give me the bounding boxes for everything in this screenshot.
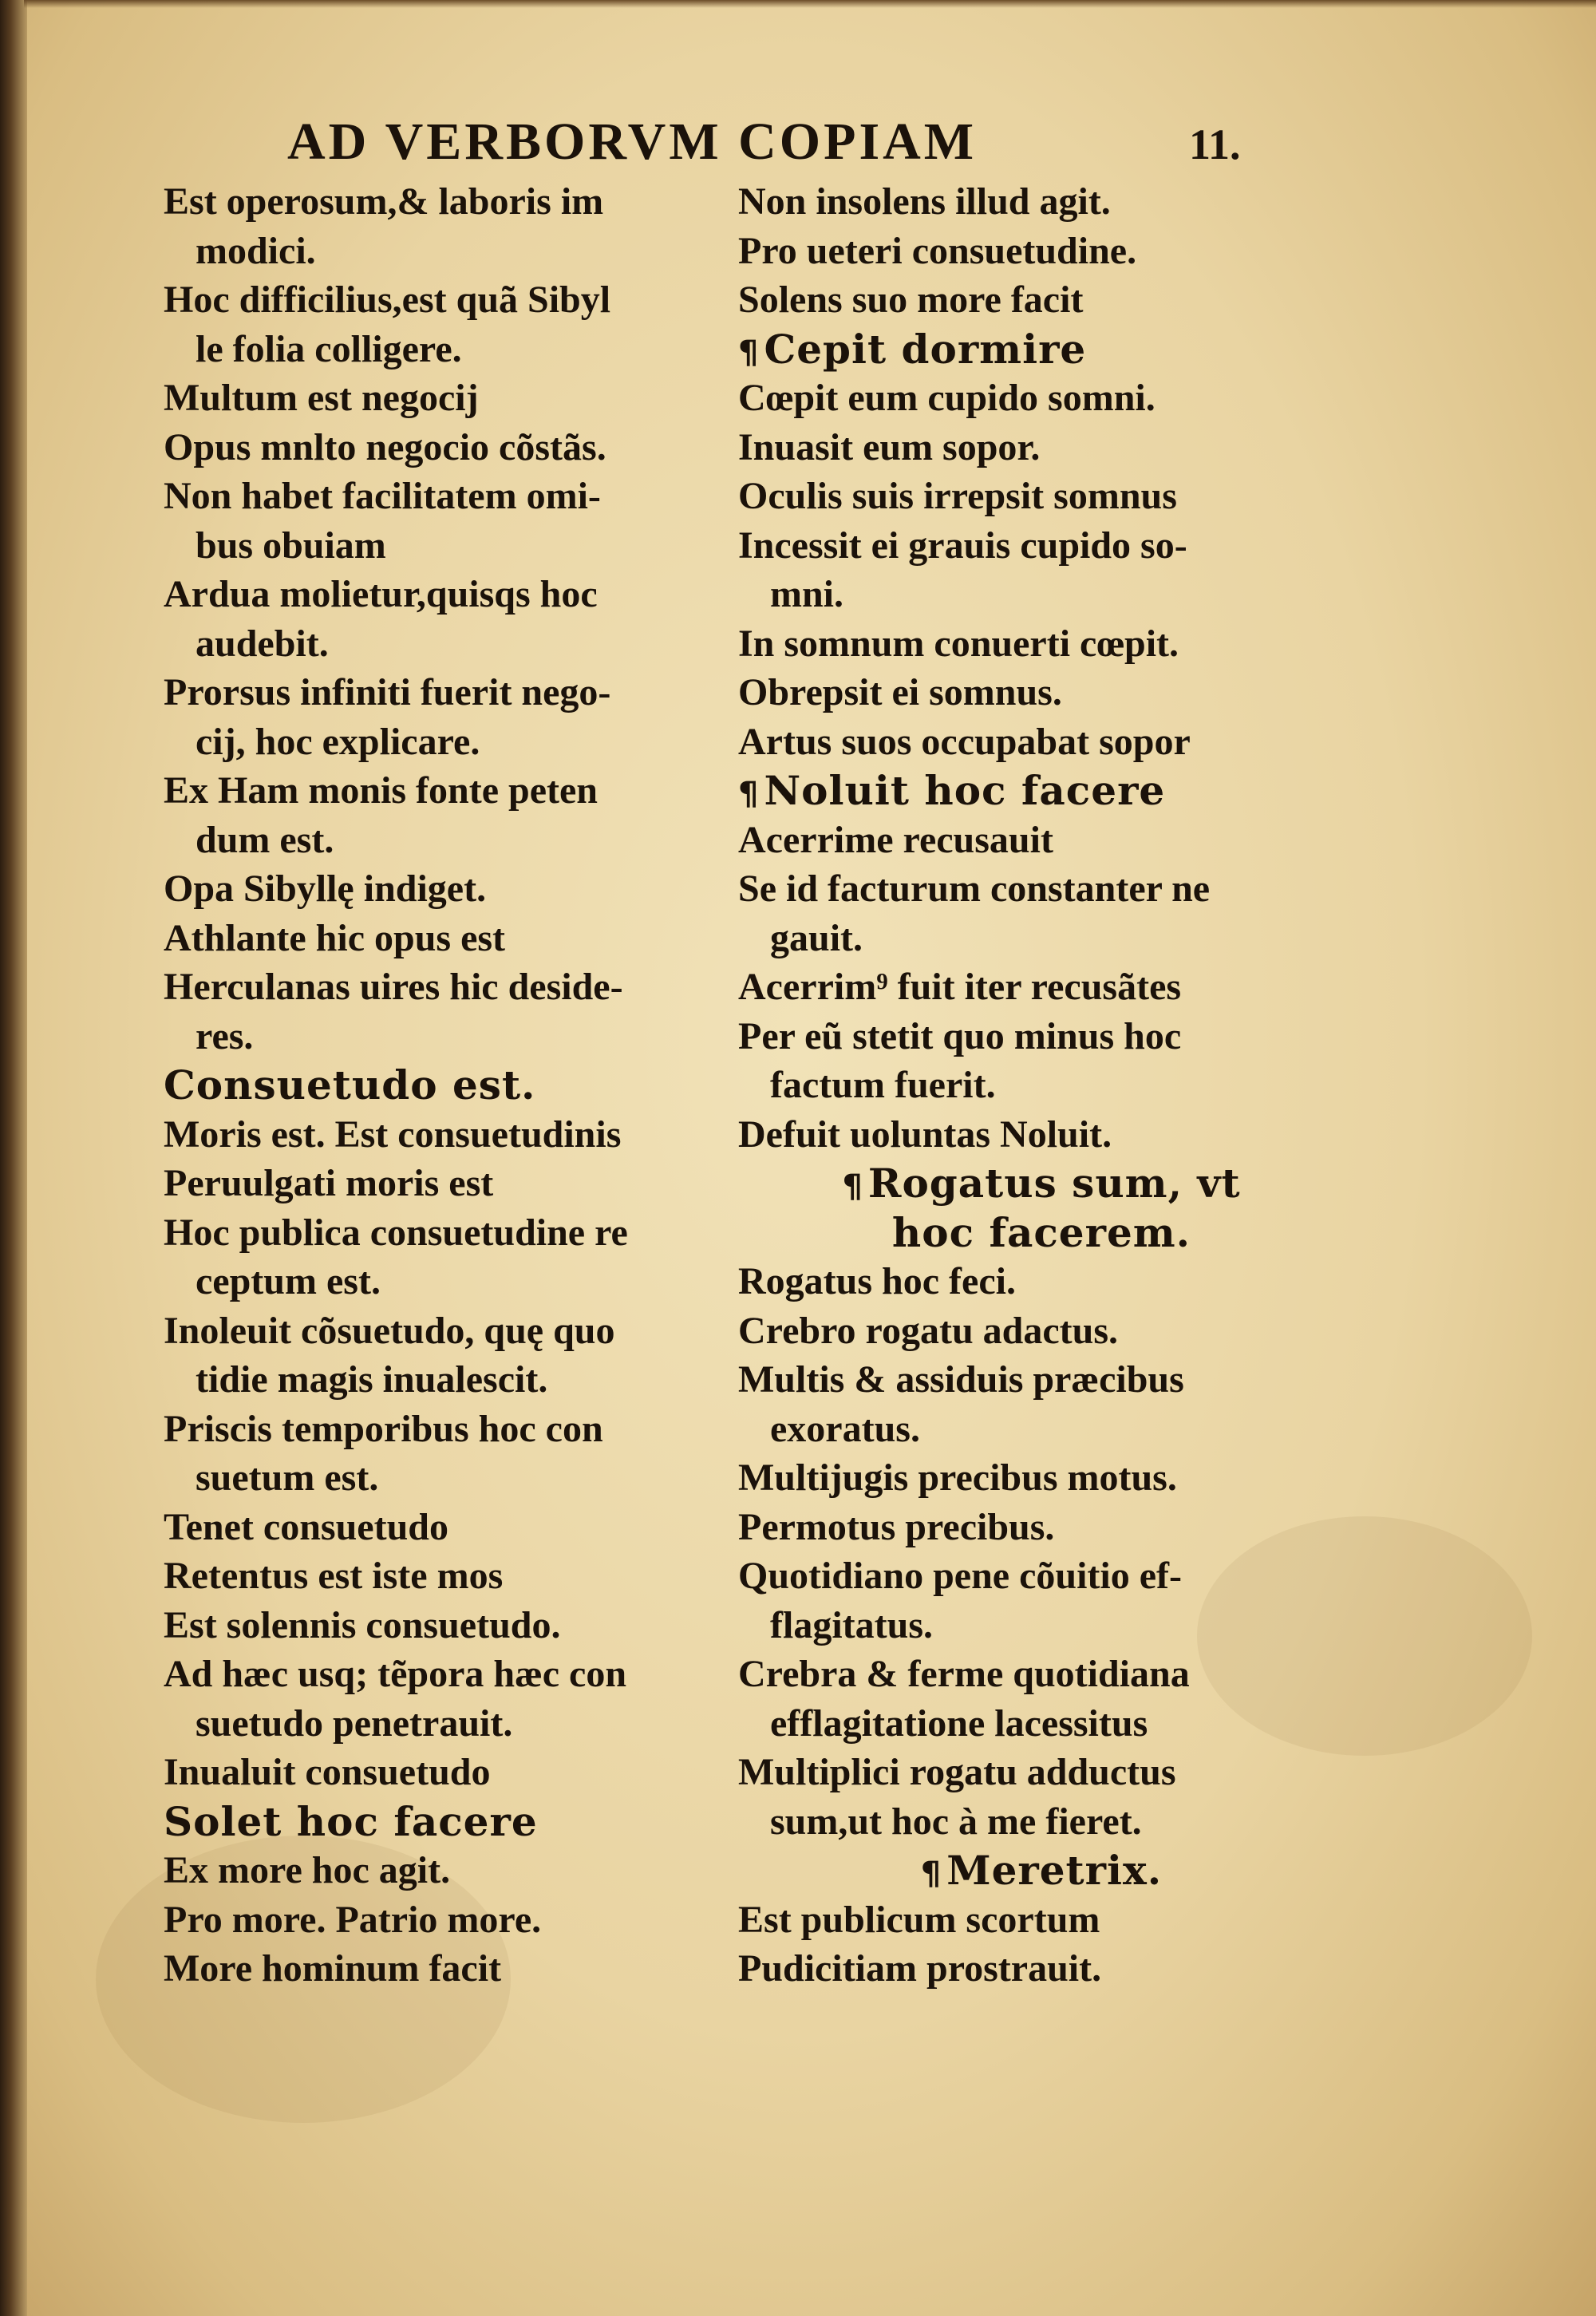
line-text: Pro more. Patrio more. — [164, 1898, 542, 1941]
line-text: Crebra & ferme quotidiana — [738, 1653, 1190, 1695]
section-heading — [738, 766, 1345, 816]
text-line — [164, 227, 758, 276]
text-line — [738, 1012, 1345, 1061]
line-text: Solet hoc facere — [164, 1797, 538, 1845]
running-title: AD VERBORVM COPIAM — [287, 113, 978, 171]
line-text: Inuasit eum sopor. — [738, 425, 1041, 468]
folio-number: 11. — [1189, 121, 1241, 168]
pilcrow-icon: ¶ — [738, 334, 760, 371]
text-line — [738, 619, 1345, 669]
line-text: suetudo penetrauit. — [196, 1701, 513, 1745]
line-text: Multis & assiduis præcibus — [738, 1358, 1184, 1401]
text-line — [164, 816, 758, 865]
text-line — [164, 1748, 758, 1797]
line-text: Artus suos occupabat sopor — [738, 720, 1191, 763]
text-line — [738, 1405, 1345, 1454]
line-text: Se id facturum constanter ne — [738, 868, 1211, 910]
line-text: Priscis temporibus hoc con — [164, 1407, 603, 1450]
line-text: factum fuerit. — [770, 1064, 996, 1106]
line-text: modici. — [196, 229, 316, 272]
text-line — [164, 962, 758, 1012]
text-line — [738, 227, 1345, 276]
section-heading — [164, 1061, 758, 1110]
text-line — [738, 177, 1345, 227]
line-text: Est operosum,& laboris im — [164, 180, 604, 223]
line-text: Consuetudo est. — [164, 1061, 536, 1109]
line-text: Pudicitiam prostrauit. — [738, 1947, 1102, 1990]
line-text: Peruulgati moris est — [164, 1162, 494, 1204]
text-line — [738, 423, 1345, 472]
line-text: mni. — [770, 573, 844, 615]
text-line — [738, 1797, 1345, 1847]
line-text: Ardua molietur,quisqs hoc — [164, 573, 598, 615]
text-line — [738, 914, 1345, 963]
line-text: Multum est negocij — [164, 377, 479, 419]
text-line — [164, 177, 758, 227]
text-line — [738, 1355, 1345, 1405]
line-text: Cepit dormire — [764, 325, 1087, 373]
text-line — [738, 373, 1345, 423]
text-line — [738, 1748, 1345, 1797]
right-text-column — [738, 177, 1345, 1994]
text-line — [164, 1601, 758, 1650]
text-line — [738, 1257, 1345, 1306]
text-line — [164, 472, 758, 521]
text-line — [164, 1405, 758, 1454]
line-text: Defuit uoluntas Noluit. — [738, 1113, 1112, 1156]
text-line — [164, 1551, 758, 1601]
line-text: Pro ueteri consuetudine. — [738, 229, 1137, 272]
text-line — [164, 864, 758, 914]
text-line — [738, 816, 1345, 865]
text-line — [738, 275, 1345, 325]
line-text: Ad hæc usq; tẽpora hæc con — [164, 1653, 627, 1695]
book-spine-shadow — [0, 0, 27, 2316]
section-heading — [738, 1208, 1345, 1258]
line-text: Rogatus hoc feci. — [738, 1260, 1016, 1302]
text-line — [164, 275, 758, 325]
line-text: Rogatus sum, vt — [867, 1160, 1241, 1207]
line-text: Quotidiano pene cõuitio ef- — [738, 1555, 1183, 1597]
line-text: res. — [196, 1014, 254, 1057]
text-line — [738, 717, 1345, 767]
line-text: Acerrim⁹ fuit iter recusãtes — [738, 966, 1182, 1008]
text-line — [738, 1306, 1345, 1356]
text-line — [738, 472, 1345, 521]
line-text: Permotus precibus. — [738, 1505, 1055, 1548]
line-text: efflagitatione lacessitus — [770, 1701, 1148, 1745]
line-text: Inoleuit cõsuetudo, quę quo — [164, 1309, 615, 1352]
text-line — [164, 521, 758, 571]
line-text: tidie magis inualescit. — [196, 1358, 548, 1401]
text-line — [738, 1944, 1345, 1994]
pilcrow-icon: ¶ — [920, 1856, 942, 1892]
text-line — [738, 1551, 1345, 1601]
line-text: Acerrime recusauit — [738, 818, 1053, 861]
text-line — [164, 1895, 758, 1945]
text-line — [164, 1208, 758, 1258]
pilcrow-icon: ¶ — [738, 776, 760, 812]
line-text: Solens suo more facit — [738, 279, 1084, 321]
line-text: Inualuit consuetudo — [164, 1751, 491, 1793]
section-heading — [164, 1797, 758, 1847]
line-text: Herculanas uires hic deside- — [164, 966, 623, 1008]
line-text: Ex Ham monis fonte peten — [164, 769, 598, 812]
text-line — [738, 521, 1345, 571]
text-line — [164, 1355, 758, 1405]
line-text: Prorsus infiniti fuerit nego- — [164, 671, 611, 713]
line-text: In somnum conuerti cœpit. — [738, 622, 1179, 665]
text-line — [164, 668, 758, 717]
line-text: Est publicum scortum — [738, 1898, 1100, 1941]
top-edge-shadow — [24, 0, 1596, 8]
line-text: Noluit hoc facere — [764, 767, 1166, 814]
line-text: Est solennis consuetudo. — [164, 1603, 561, 1646]
line-text: Ex more hoc agit. — [164, 1849, 451, 1891]
text-line — [164, 1012, 758, 1061]
line-text: Hoc publica consuetudine re — [164, 1211, 628, 1254]
pilcrow-icon: ¶ — [842, 1168, 863, 1205]
section-heading — [738, 1159, 1345, 1208]
line-text: More hominum facit — [164, 1947, 502, 1990]
line-text: Crebro rogatu adactus. — [738, 1309, 1119, 1352]
text-line — [738, 1110, 1345, 1160]
line-text: Incessit ei grauis cupido so- — [738, 524, 1187, 567]
text-line — [738, 1453, 1345, 1503]
text-line — [164, 1846, 758, 1895]
line-text: Tenet consuetudo — [164, 1505, 448, 1548]
text-line — [164, 1306, 758, 1356]
line-text: sum,ut hoc à me fieret. — [770, 1800, 1142, 1843]
text-line — [164, 717, 758, 767]
line-text: Meretrix. — [946, 1847, 1163, 1894]
line-text: gauit. — [770, 916, 863, 959]
text-line — [738, 668, 1345, 717]
line-text: hoc facerem. — [891, 1208, 1191, 1256]
text-line — [164, 1650, 758, 1699]
text-line — [738, 1503, 1345, 1552]
line-text: le folia colligere. — [196, 327, 462, 370]
line-text: exoratus. — [770, 1407, 920, 1450]
text-line — [738, 1699, 1345, 1749]
text-line — [738, 570, 1345, 619]
left-text-column — [164, 177, 758, 1994]
text-line — [738, 962, 1345, 1012]
text-line — [164, 325, 758, 374]
text-line — [738, 864, 1345, 914]
line-text: Opus mnlto negocio cõstãs. — [164, 425, 606, 468]
line-text: Non habet facilitatem omi- — [164, 475, 601, 517]
text-line — [738, 1601, 1345, 1650]
line-text: Obrepsit ei somnus. — [738, 671, 1062, 713]
text-line — [164, 373, 758, 423]
text-line — [164, 1503, 758, 1552]
text-line — [164, 619, 758, 669]
text-line — [738, 1895, 1345, 1945]
line-text: Opa Sibyllę indiget. — [164, 868, 487, 910]
section-heading — [738, 325, 1345, 374]
text-line — [164, 766, 758, 816]
line-text: Oculis suis irrepsit somnus — [738, 475, 1177, 517]
text-line — [164, 1453, 758, 1503]
line-text: suetum est. — [196, 1456, 379, 1499]
line-text: cij, hoc explicare. — [196, 720, 480, 763]
text-line — [738, 1061, 1345, 1110]
line-text: Cœpit eum cupido somni. — [738, 377, 1156, 419]
line-text: Retentus est iste mos — [164, 1555, 504, 1597]
line-text: Moris est. Est consuetudinis — [164, 1113, 622, 1156]
text-line — [164, 1110, 758, 1160]
text-line — [738, 1650, 1345, 1699]
line-text: Hoc difficilius,est quã Sibyl — [164, 279, 611, 321]
line-text: Per eũ stetit quo minus hoc — [738, 1014, 1182, 1057]
text-line — [164, 423, 758, 472]
line-text: dum est. — [196, 818, 334, 861]
line-text: audebit. — [196, 622, 329, 665]
line-text: Multiplici rogatu adductus — [738, 1751, 1176, 1793]
text-line — [164, 1257, 758, 1306]
text-line — [164, 570, 758, 619]
line-text: Non insolens illud agit. — [738, 180, 1111, 223]
text-line — [164, 1159, 758, 1208]
line-text: bus obuiam — [196, 524, 386, 567]
text-line — [164, 1944, 758, 1994]
line-text: ceptum est. — [196, 1260, 381, 1302]
text-line — [164, 1699, 758, 1749]
line-text: Multijugis precibus motus. — [738, 1456, 1177, 1499]
line-text: Athlante hic opus est — [164, 916, 506, 959]
text-line — [164, 914, 758, 963]
section-heading — [738, 1846, 1345, 1895]
line-text: flagitatus. — [770, 1603, 933, 1646]
